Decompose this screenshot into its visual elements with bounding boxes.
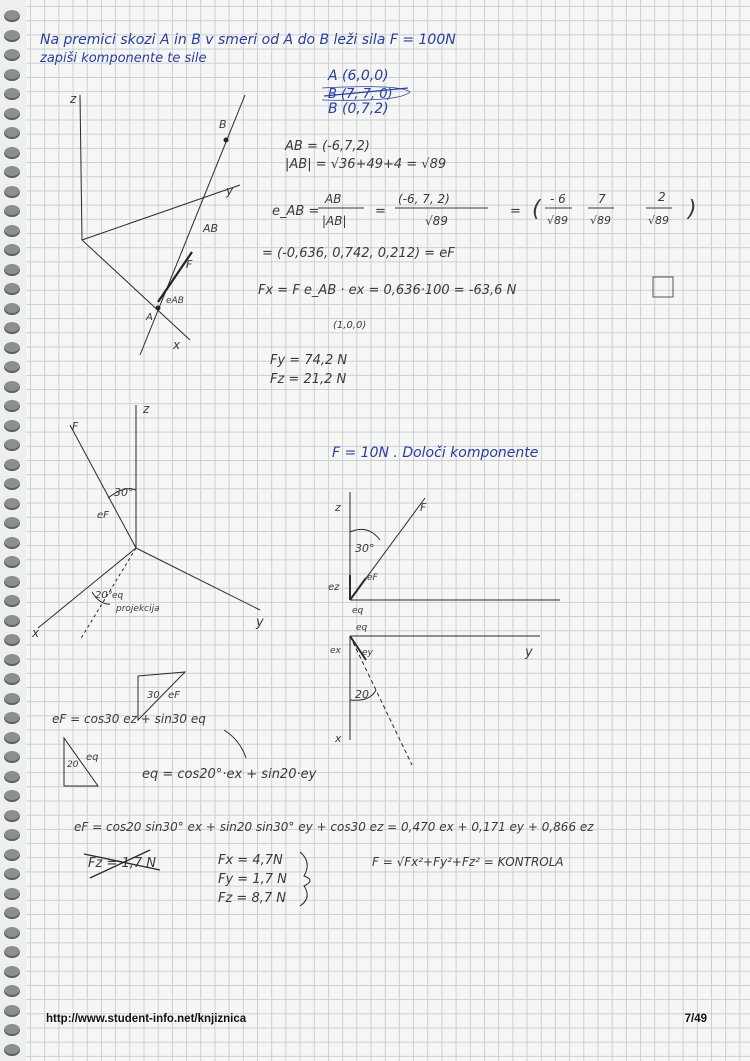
fig1-z: z bbox=[70, 92, 77, 106]
fx-result: Fx = 4,7N bbox=[218, 853, 283, 868]
final-equation: eF = cos20 sin30° ex + sin20 sin30° ey + cos30 ez = 0,470 ex + 0,171 ey + 0,866 ez bbox=[74, 820, 594, 834]
fig2rb-x: x bbox=[335, 732, 342, 745]
fig2l-ef: eF bbox=[97, 510, 109, 521]
e-ab-eq1: = bbox=[375, 204, 386, 219]
fig2r-ef: eF bbox=[367, 573, 378, 583]
e-ab-c2-num: 7 bbox=[598, 192, 606, 206]
fig1-a: A bbox=[146, 312, 153, 323]
fig2rb-ex: ex bbox=[330, 646, 341, 656]
tri20-angle: 20 bbox=[67, 760, 79, 770]
problem1-line2: zapiši komponente te sile bbox=[40, 51, 207, 66]
fig2rb-eq: eq bbox=[356, 623, 368, 633]
problem1-line1: Na premici skozi A in B v smeri od A do B leži sila F = 100N bbox=[40, 32, 456, 48]
fig2l-z: z bbox=[143, 402, 150, 416]
footer-url[interactable]: http://www.student-info.net/knjiznica bbox=[46, 1013, 247, 1025]
e-ab-c1-den: √89 bbox=[547, 214, 569, 227]
e-ab-c1-num: - 6 bbox=[550, 192, 566, 206]
figure1 bbox=[80, 95, 245, 355]
e-ab-c3-num: 2 bbox=[658, 190, 666, 204]
fig2l-proj: projekcija bbox=[116, 604, 160, 614]
point-a: A (6,0,0) bbox=[328, 68, 389, 84]
figure2-right-bottom bbox=[350, 636, 540, 765]
fig2rb-20: 20 bbox=[355, 688, 369, 701]
fy-eq: Fy = 74,2 N bbox=[270, 353, 348, 368]
e-ab-lhs: e_AB = bbox=[272, 204, 320, 219]
ab-norm: |AB| = √36+49+4 = √89 bbox=[285, 157, 447, 172]
fz-result: Fz = 8,7 N bbox=[218, 891, 286, 906]
fig2l-30: 30° bbox=[114, 486, 134, 499]
fig2r-z: z bbox=[335, 501, 341, 514]
fz-eq: Fz = 21,2 N bbox=[270, 372, 347, 387]
tri30-ef: eF bbox=[168, 690, 180, 701]
fig2rb-y: y bbox=[525, 645, 533, 660]
e-ab-num: (-6, 7, 2) bbox=[398, 192, 450, 206]
svg-text:(: ( bbox=[532, 197, 541, 222]
fig2r-eq: eq bbox=[352, 606, 364, 616]
brace bbox=[300, 852, 310, 906]
fy-result: Fy = 1,7 N bbox=[218, 872, 287, 887]
check-eq: F = √Fx²+Fy²+Fz² = KONTROLA bbox=[372, 855, 564, 869]
e-ab-c2-den: √89 bbox=[590, 214, 612, 227]
e-ab-eq2: = bbox=[510, 204, 521, 219]
fig2l-20: 20° bbox=[95, 590, 113, 601]
crossed-fz: Fz = 1,7 N bbox=[88, 856, 156, 871]
problem2-title: F = 10N . Določi komponente bbox=[332, 445, 539, 461]
eq-equation: eq = cos20°·ex + sin20·ey bbox=[142, 767, 317, 782]
fig1-x: x bbox=[173, 338, 181, 352]
e-ab-frac-den: |AB| bbox=[322, 214, 347, 228]
fx-eq: Fx = F e_AB · ex = 0,636·100 = -63,6 N bbox=[258, 283, 517, 298]
ab-vector: AB = (-6,7,2) bbox=[285, 139, 370, 154]
tri20-eq: eq bbox=[86, 752, 99, 763]
fig2rb-ey: ey bbox=[362, 648, 373, 658]
ef-equation: eF = cos30 ez + sin30 eq bbox=[52, 712, 206, 726]
fig2l-eq: eq bbox=[112, 591, 124, 601]
fig2l-x: x bbox=[32, 626, 40, 640]
fig2l-y: y bbox=[256, 615, 264, 630]
e-ab-decimal: = (-0,636, 0,742, 0,212) = eF bbox=[262, 246, 455, 261]
svg-text:): ) bbox=[688, 197, 697, 222]
e-ab-c3-den: √89 bbox=[648, 214, 670, 227]
fig1-eab: eAB bbox=[166, 296, 184, 306]
point-b: B (0,7,2) bbox=[328, 101, 389, 117]
fig1-b: B bbox=[219, 118, 227, 131]
fig2l-f: F bbox=[72, 420, 79, 433]
checkbox-sketch bbox=[653, 277, 673, 297]
fig2r-ez: ez bbox=[328, 582, 340, 593]
page-number: 7/49 bbox=[684, 1013, 707, 1025]
tri30-angle: 30 bbox=[147, 690, 160, 701]
fig2r-f: F bbox=[420, 501, 427, 514]
figure2-right-top bbox=[350, 492, 560, 600]
fig1-f: F bbox=[186, 258, 193, 271]
fig2r-30: 30° bbox=[355, 542, 375, 555]
ex-unit: (1,0,0) bbox=[333, 320, 367, 331]
fig1-y: y bbox=[226, 184, 234, 198]
e-ab-den: √89 bbox=[425, 214, 448, 228]
e-ab-frac-num: AB bbox=[325, 192, 342, 206]
fig1-ab: AB bbox=[203, 222, 219, 235]
point-b-crossed: B (7, 7, 0) bbox=[328, 87, 393, 102]
